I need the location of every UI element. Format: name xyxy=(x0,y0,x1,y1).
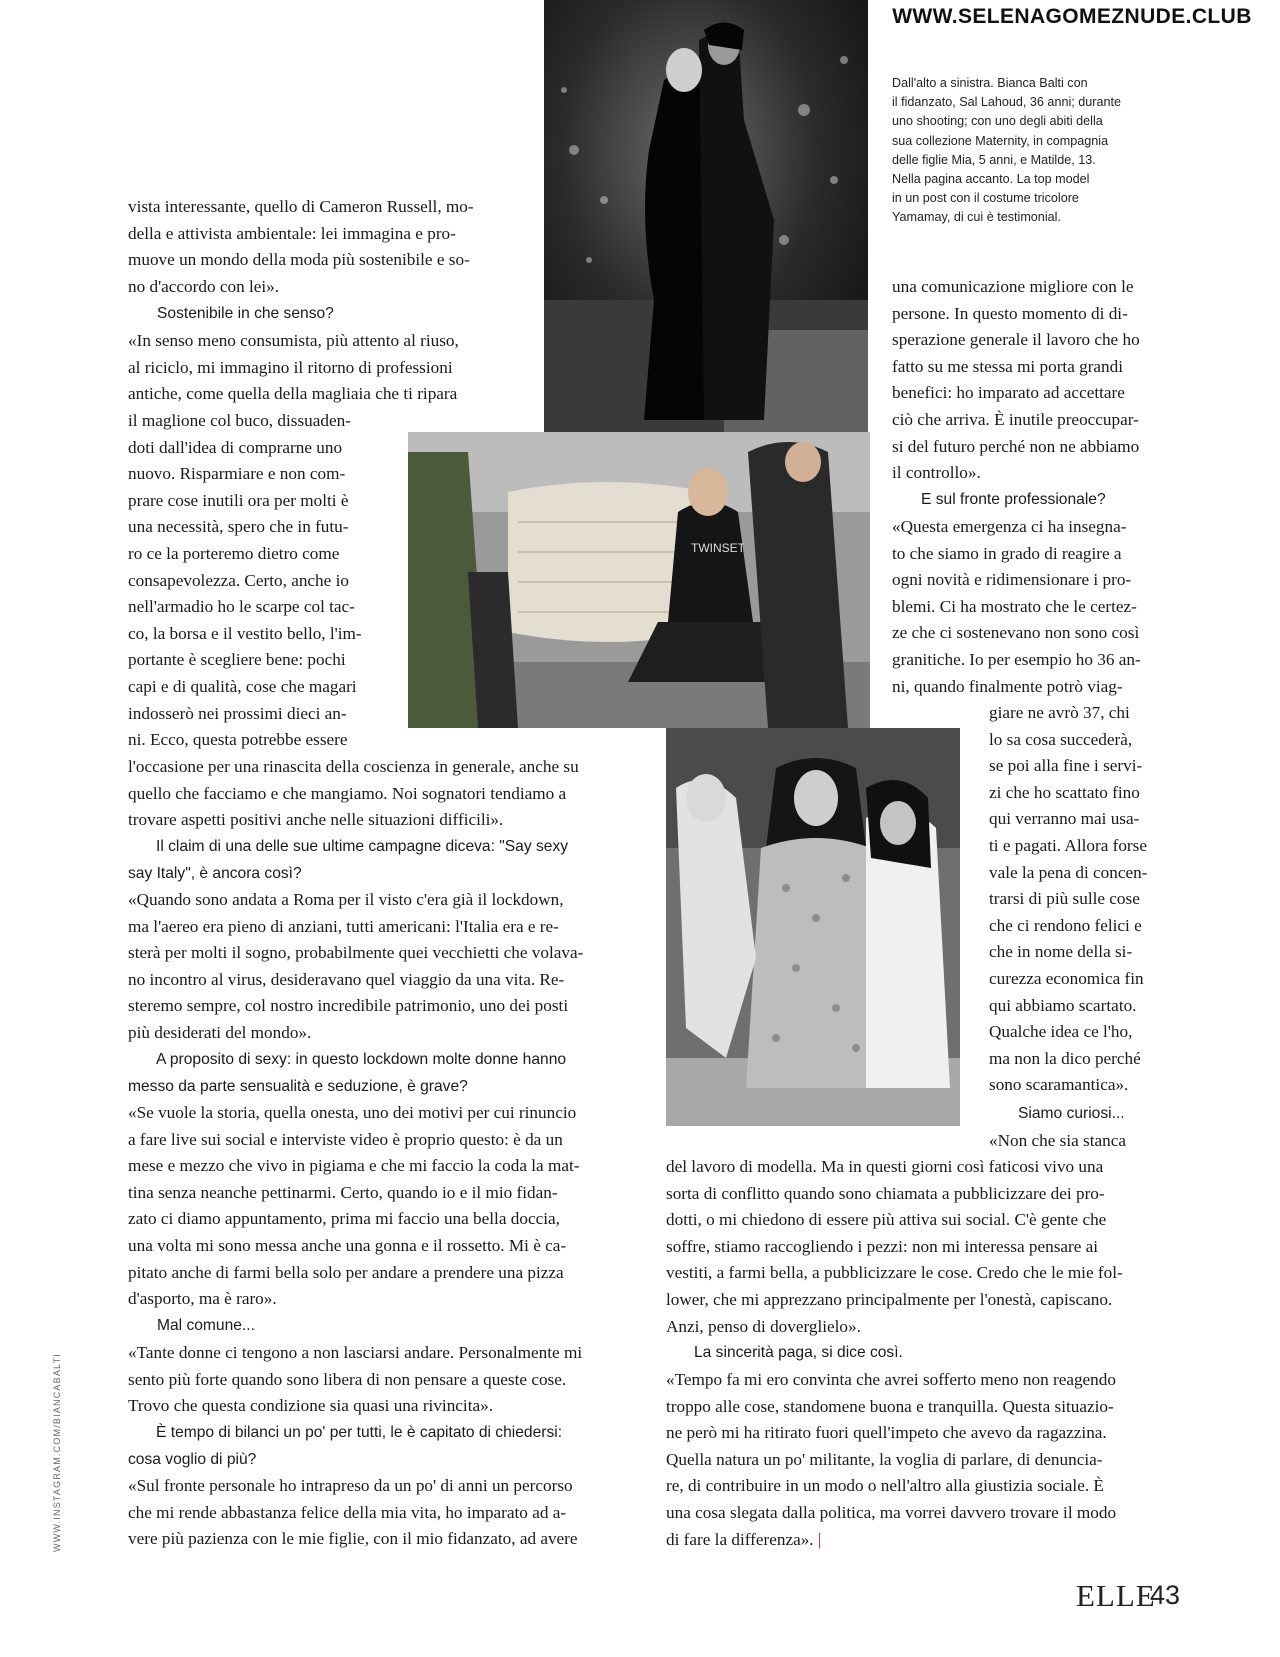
answer-1-wide xyxy=(128,754,632,834)
end-mark: | xyxy=(817,1529,822,1549)
question-line: A proposito di sexy: in questo lockdown molte donne hanno xyxy=(156,1051,567,1068)
body-col2-top xyxy=(892,274,1164,487)
answer-1-full xyxy=(128,328,511,408)
text-line: lo sa cosa succederà, xyxy=(989,729,1133,749)
photo-couple xyxy=(544,0,868,432)
text-line: una comunicazione migliore con le xyxy=(892,277,1134,296)
question-1: Sostenibile in che senso? xyxy=(157,305,334,322)
caption-line: Dall'alto a sinistra. Bianca Balti con xyxy=(892,76,1088,90)
text-line: prare cose inutili ora per molti è xyxy=(128,490,349,510)
text-line: troppo alle cose, standomene buona e tranquilla. Questa situazio- xyxy=(666,1396,1114,1416)
text-line: trarsi di più sulle cose xyxy=(989,889,1140,909)
text-line: Trovo che questa condizione sia quasi una rivincita». xyxy=(128,1396,493,1416)
text-line: «Se vuole la storia, quella onesta, uno dei motivi per cui rinuncio xyxy=(128,1103,577,1122)
text-line: trovare aspetti positivi anche nelle situazioni difficili». xyxy=(128,810,504,830)
text-line: che ci rendono felici e xyxy=(989,915,1142,935)
text-line: più desiderati del mondo». xyxy=(128,1022,312,1042)
photo-caption xyxy=(892,74,1182,228)
body-col1-top xyxy=(128,194,511,300)
answer-7-wide xyxy=(666,1154,1164,1340)
caption-line: sua collezione Maternity, in compagnia xyxy=(892,133,1109,148)
text-line: nuovo. Risparmiare e non com- xyxy=(128,464,346,484)
text-line: sento più forte quando sono libera di non pensare a queste cose. xyxy=(128,1369,567,1389)
text-line: antiche, come quella della magliaia che ti ripara xyxy=(128,384,458,404)
text-line: qui verranno mai usa- xyxy=(989,809,1140,829)
text-line: muove un mondo della moda più sostenibile e so- xyxy=(128,250,470,270)
text-line: Qualche idea ce l'ho, xyxy=(989,1022,1133,1042)
text-line: quello che facciamo e che mangiamo. Noi sognatori tendiamo a xyxy=(128,783,567,803)
text-line: se poi alla fine i servi- xyxy=(989,756,1143,776)
question-line: messo da parte sensualità e seduzione, è grave? xyxy=(128,1077,468,1095)
text-line: vere più pazienza con le mie figlie, con il mio fidanzato, ad avere xyxy=(128,1529,578,1549)
answer-2 xyxy=(128,887,632,1047)
text-line: curezza economica fin xyxy=(989,968,1144,988)
caption-line: Nella pagina accanto. La top model xyxy=(892,172,1090,187)
text-line: «Quando sono andata a Roma per il visto c'era già il lockdown, xyxy=(128,890,564,909)
question-line: Il claim di una delle sue ultime campagne diceva: "Say sexy xyxy=(156,838,569,855)
text-line: «Tempo fa mi ero convinta che avrei sofferto meno non reagendo xyxy=(666,1370,1116,1389)
text-line: d'asporto, ma è raro». xyxy=(128,1289,277,1309)
text-line: co, la borsa e il vestito bello, l'im- xyxy=(128,623,362,643)
text-line: sorta di conflitto quando sono chiamata a pubblicizzare dei pro- xyxy=(666,1183,1105,1203)
text-line: ma non la dico perché xyxy=(989,1048,1141,1068)
text-line: vestiti, a farmi bella, a pubblicizzare le cose. Credo che le mie fol- xyxy=(666,1263,1123,1283)
text-line: della e attivista ambientale: lei immagina e pro- xyxy=(128,223,456,243)
text-line: giare ne avrò 37, chi xyxy=(989,703,1130,722)
svg-text:TWINSET: TWINSET xyxy=(691,541,745,555)
text-line: al riciclo, mi immagino il ritorno di professioni xyxy=(128,357,453,377)
text-line: una cosa slegata dalla politica, ma vorrei davvero trovare il modo xyxy=(666,1502,1117,1522)
text-line: ni, quando finalmente potrò viag- xyxy=(892,676,1123,696)
text-line: to che siamo in grado di reagire a xyxy=(892,543,1122,563)
caption-line: il fidanzato, Sal Lahoud, 36 anni; durante xyxy=(892,95,1121,110)
text-line: ze che ci sostenevano non sono così xyxy=(892,623,1140,643)
photo-couple-image xyxy=(544,0,868,432)
text-line: qui abbiamo scartato. xyxy=(989,995,1137,1015)
caption-line: Yamamay, di cui è testimonial. xyxy=(892,210,1061,225)
text-line: lower, che mi apprezzano principalmente per l'onestà, capiscano. xyxy=(666,1289,1113,1309)
text-line: «Sul fronte personale ho intrapreso da un po' di anni un percorso xyxy=(128,1476,573,1495)
text-line: persone. In questo momento di di- xyxy=(892,303,1128,323)
text-line: benefici: ho imparato ad accettare xyxy=(892,383,1125,403)
text-line: si del futuro perché non ne abbiamo xyxy=(892,436,1140,456)
caption-line: uno shooting; con uno degli abiti della xyxy=(892,114,1103,129)
question-8: La sincerità paga, si dice così. xyxy=(694,1344,903,1361)
text-line: una necessità, spero che in futu- xyxy=(128,517,349,537)
answer-6-top xyxy=(892,514,1164,700)
text-line: zi che ho scattato fino xyxy=(989,782,1140,802)
question-5 xyxy=(128,1420,648,1473)
question-3 xyxy=(128,1047,648,1100)
question-7: Siamo curiosi... xyxy=(1018,1105,1125,1122)
text-line: portante è scegliere bene: pochi xyxy=(128,650,346,670)
question-4: Mal comune... xyxy=(157,1317,255,1334)
answer-7-first: «Non che sia stanca xyxy=(989,1131,1126,1150)
text-line: no incontro al virus, desideravano quel viaggio da una vita. Re- xyxy=(128,969,565,989)
answer-1-narrow xyxy=(128,408,378,754)
answer-6-narrow xyxy=(989,700,1164,1099)
text-line: indosserò nei prossimi dieci an- xyxy=(128,703,347,723)
site-watermark: WWW.SELENAGOMEZNUDE.CLUB xyxy=(892,5,1252,28)
text-line: re, di contribuire in un modo o nell'altro alla giustizia sociale. È xyxy=(666,1476,1104,1496)
text-line: Quella natura un po' militante, la voglia di parlare, di denuncia- xyxy=(666,1449,1103,1469)
text-line: ciò che arriva. È inutile preoccupar- xyxy=(892,409,1139,429)
text-line: blemi. Ci ha mostrato che le certez- xyxy=(892,596,1137,616)
text-line-content: di fare la differenza». xyxy=(666,1529,814,1549)
photo-shooting-image xyxy=(408,432,870,728)
text-line: dotti, o mi chiedono di essere più attiva sui social. C'è gente che xyxy=(666,1210,1107,1230)
text-line: granitiche. Io per esempio ho 36 an- xyxy=(892,649,1141,669)
text-line: che mi rende abbastanza felice della mia vita, ho imparato ad a- xyxy=(128,1502,567,1522)
text-line: ma l'aereo era pieno di anziani, tutti americani: l'Italia era e re- xyxy=(128,916,559,936)
text-line: soffre, stiamo raccogliendo i pezzi: non mi interessa pensare ai xyxy=(666,1236,1099,1256)
text-line: capi e di qualità, cose che magari xyxy=(128,676,357,696)
answer-3 xyxy=(128,1100,632,1313)
text-line: una volta mi sono messa anche una gonna e il rossetto. Mi è ca- xyxy=(128,1235,567,1255)
text-line: Anzi, penso di doverglielo». xyxy=(666,1316,861,1336)
magazine-logo: ELLE xyxy=(1076,1578,1156,1613)
caption-line: delle figlie Mia, 5 anni, e Matilde, 13. xyxy=(892,152,1096,167)
text-line: no d'accordo con lei». xyxy=(128,276,280,296)
answer-4 xyxy=(128,1340,632,1420)
answer-5 xyxy=(128,1473,632,1553)
question-line: say Italy", è ancora così? xyxy=(128,864,302,882)
photo-credit: WWW.INSTAGRAM.COM/BIANCABALTI xyxy=(52,1353,62,1552)
text-line: del lavoro di modella. Ma in questi giorni così faticosi vivo una xyxy=(666,1157,1104,1176)
answer-8 xyxy=(666,1367,1164,1553)
text-line: ni. Ecco, questa potrebbe essere xyxy=(128,730,348,750)
text-line: «Questa emergenza ci ha insegna- xyxy=(892,517,1127,536)
text-line: il maglione col buco, dissuaden- xyxy=(128,411,351,430)
text-line: sono scaramantica». xyxy=(989,1075,1129,1095)
photo-family xyxy=(666,728,960,1126)
caption-line: in un post con il costume tricolore xyxy=(892,191,1079,206)
text-line: tina senza neanche pettinarmi. Certo, quando io e il mio fidan- xyxy=(128,1182,558,1202)
text-line: consapevolezza. Certo, anche io xyxy=(128,570,349,590)
photo-family-image xyxy=(666,728,960,1126)
question-line: cosa voglio di più? xyxy=(128,1450,257,1468)
text-line: vista interessante, quello di Cameron Russell, mo- xyxy=(128,197,474,216)
text-line: ogni novità e ridimensionare i pro- xyxy=(892,570,1132,590)
text-line: ro ce la porteremo dietro come xyxy=(128,543,340,563)
photo-shooting xyxy=(408,432,870,728)
text-line: pitato anche di farmi bella solo per andare a prendere una pizza xyxy=(128,1262,564,1282)
text-line: «In senso meno consumista, più attento al riuso, xyxy=(128,331,459,350)
text-line: sperazione generale il lavoro che ho xyxy=(892,330,1140,350)
text-line: a fare live sui social e interviste video è proprio questo: è da un xyxy=(128,1129,563,1149)
text-line: mese e mezzo che vivo in pigiama e che mi faccio la coda la mat- xyxy=(128,1156,580,1176)
text-line: steremo sempre, col nostro incredibile patrimonio, uno dei posti xyxy=(128,996,569,1016)
text-line: ti e pagati. Allora forse xyxy=(989,835,1147,855)
text-line: «Tante donne ci tengono a non lasciarsi andare. Personalmente mi xyxy=(128,1343,583,1362)
text-line: ne però mi ha ritirato fuori quell'impeto che avevo da ragazzina. xyxy=(666,1423,1107,1443)
question-2 xyxy=(128,834,648,887)
text-line: vale la pena di concen- xyxy=(989,862,1148,882)
question-6: E sul fronte professionale? xyxy=(921,491,1106,508)
text-line: nell'armadio ho le scarpe col tac- xyxy=(128,597,355,617)
text-line: che in nome della si- xyxy=(989,942,1133,962)
text-line: l'occasione per una rinascita della coscienza in generale, anche su xyxy=(128,757,579,776)
text-line: zato ci diamo appuntamento, prima mi faccio una bella doccia, xyxy=(128,1209,560,1229)
text-line xyxy=(666,1527,1164,1554)
question-line: È tempo di bilanci un po' per tutti, le è capitato di chiedersi: xyxy=(156,1424,563,1441)
text-line: sterà per molti il sogno, probabilmente quei vecchietti che volava- xyxy=(128,943,584,963)
text-line: il controllo». xyxy=(892,463,981,483)
page-number: 43 xyxy=(1150,1580,1181,1610)
text-line: doti dall'idea di comprarne uno xyxy=(128,437,343,457)
text-line: fatto su me stessa mi porta grandi xyxy=(892,356,1124,376)
